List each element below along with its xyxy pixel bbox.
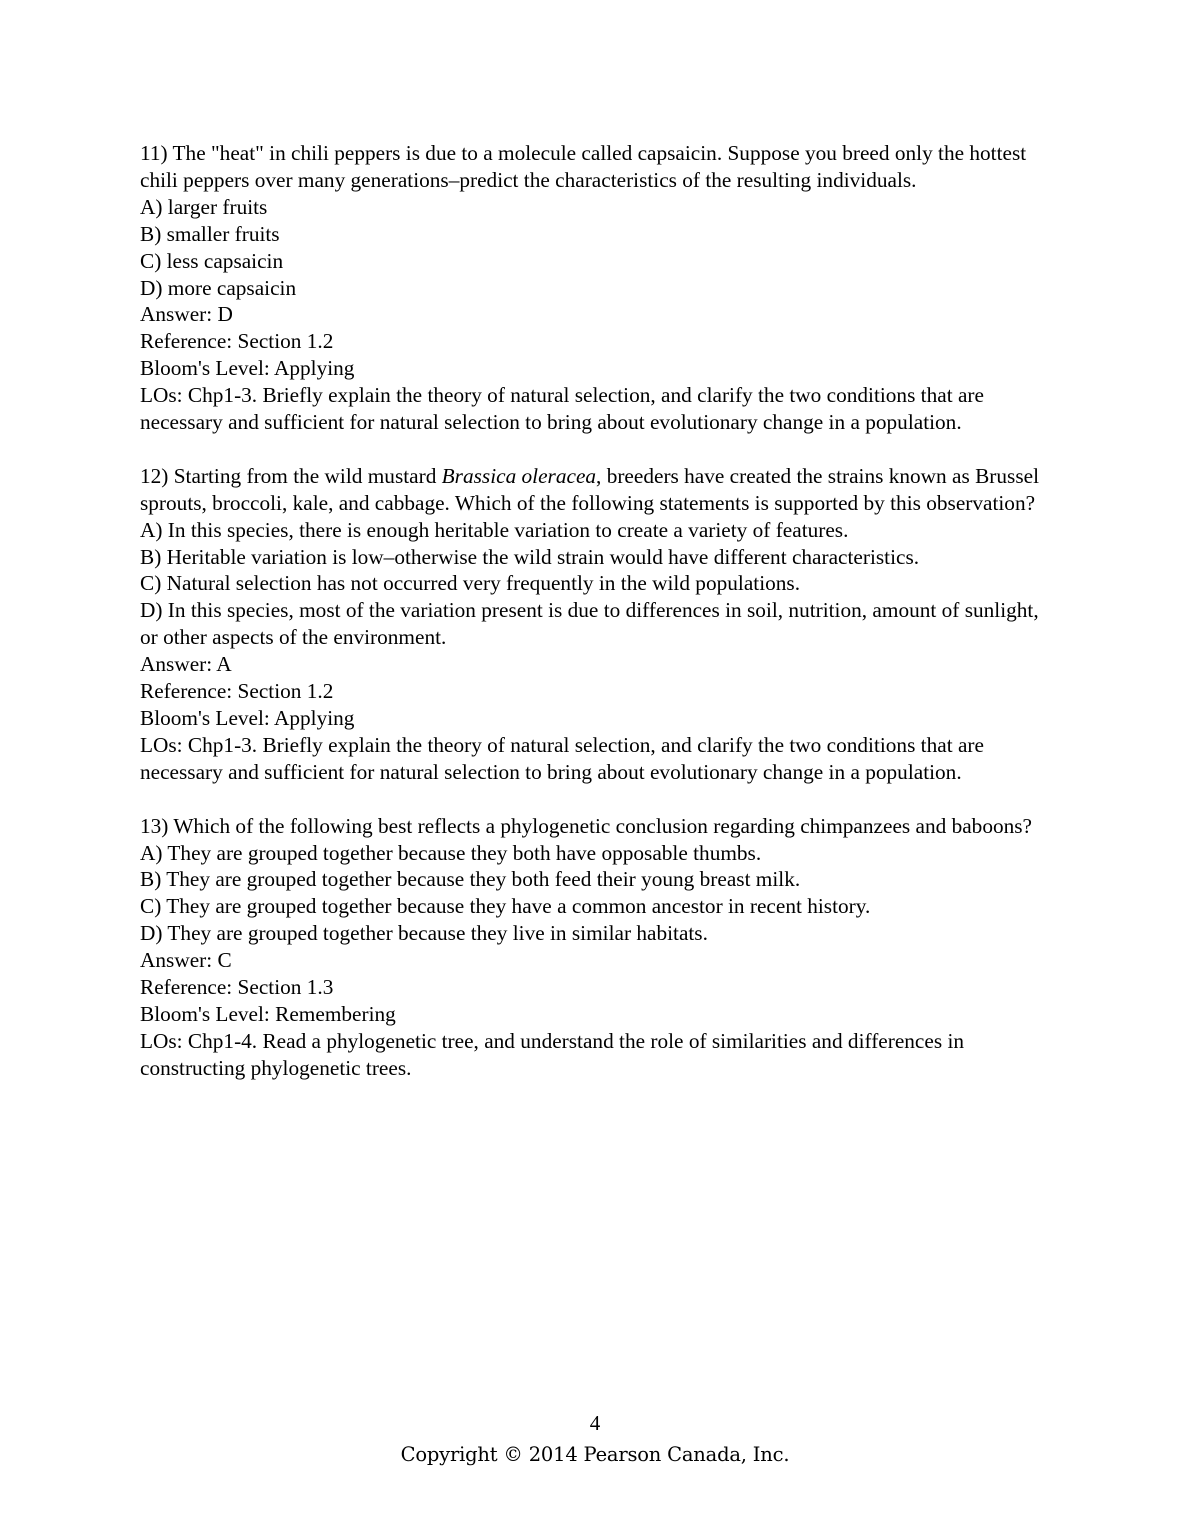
option-c: C) They are grouped together because they have a common ancestor in recent history. xyxy=(140,894,871,919)
option-b: B) smaller fruits xyxy=(140,221,280,246)
option-c: C) Natural selection has not occurred very frequently in the wild populations. xyxy=(140,571,801,596)
document-page xyxy=(140,140,1055,1082)
option-b: B) Heritable variation is low–otherwise the wild strain would have different characteristics. xyxy=(140,544,920,569)
option-d: D) In this species, most of the variation present is due to differences in soil, nutrition, amount of sunlight, or other aspects of the environment. xyxy=(140,598,1039,650)
reference: Reference: Section 1.2 xyxy=(140,679,334,704)
bloom-level: Bloom's Level: Remembering xyxy=(140,1001,396,1026)
bloom-level: Bloom's Level: Applying xyxy=(140,356,355,381)
option-d: D) They are grouped together because they live in similar habitats. xyxy=(140,921,708,946)
question-stem: 11) The "heat" in chili peppers is due to a molecule called capsaicin. Suppose you breed only the hottest chili peppers over many generations–predict the characteristics of the resulting individuals. xyxy=(140,141,1027,192)
learning-objectives: LOs: Chp1-3. Briefly explain the theory of natural selection, and clarify the two conditions that are necessary and sufficient for natural selection to bring about evolutionary change in a population. xyxy=(140,383,984,435)
question-12 xyxy=(140,463,1055,786)
question-13 xyxy=(140,813,1055,1082)
option-b: B) They are grouped together because they both feed their young breast milk. xyxy=(140,867,801,892)
page-number: 4 xyxy=(589,1411,601,1435)
option-a: A) In this species, there is enough heritable variation to create a variety of features. xyxy=(140,517,849,542)
option-d: D) more capsaicin xyxy=(140,275,297,300)
question-11 xyxy=(140,140,1055,436)
reference: Reference: Section 1.2 xyxy=(140,329,334,354)
option-a: A) They are grouped together because they both have opposable thumbs. xyxy=(140,840,762,865)
learning-objectives: LOs: Chp1-3. Briefly explain the theory of natural selection, and clarify the two conditions that are necessary and sufficient for natural selection to bring about evolutionary change in a population. xyxy=(140,732,984,784)
species-name: Brassica oleracea xyxy=(441,463,597,488)
stem-before: 12) Starting from the wild mustard xyxy=(140,463,442,488)
question-stem xyxy=(140,463,1055,517)
bloom-level: Bloom's Level: Applying xyxy=(140,706,355,731)
answer: Answer: D xyxy=(140,302,233,327)
answer: Answer: C xyxy=(140,948,232,973)
learning-objectives: LOs: Chp1-4. Read a phylogenetic tree, and understand the role of similarities and differences in constructing phylogenetic trees. xyxy=(140,1028,965,1080)
question-stem: 13) Which of the following best reflects a phylogenetic conclusion regarding chimpanzees and baboons? xyxy=(140,813,1033,838)
option-c: C) less capsaicin xyxy=(140,248,284,273)
stem-after: , breeders have created the strains known as Brussel sprouts, broccoli, kale, and cabbage. Which of the following statements is supported by this observation? xyxy=(140,463,1039,515)
option-a: A) larger fruits xyxy=(140,194,268,219)
copyright-notice: Copyright © 2014 Pearson Canada, Inc. xyxy=(400,1443,790,1466)
reference: Reference: Section 1.3 xyxy=(140,975,334,1000)
answer: Answer: A xyxy=(140,652,232,677)
